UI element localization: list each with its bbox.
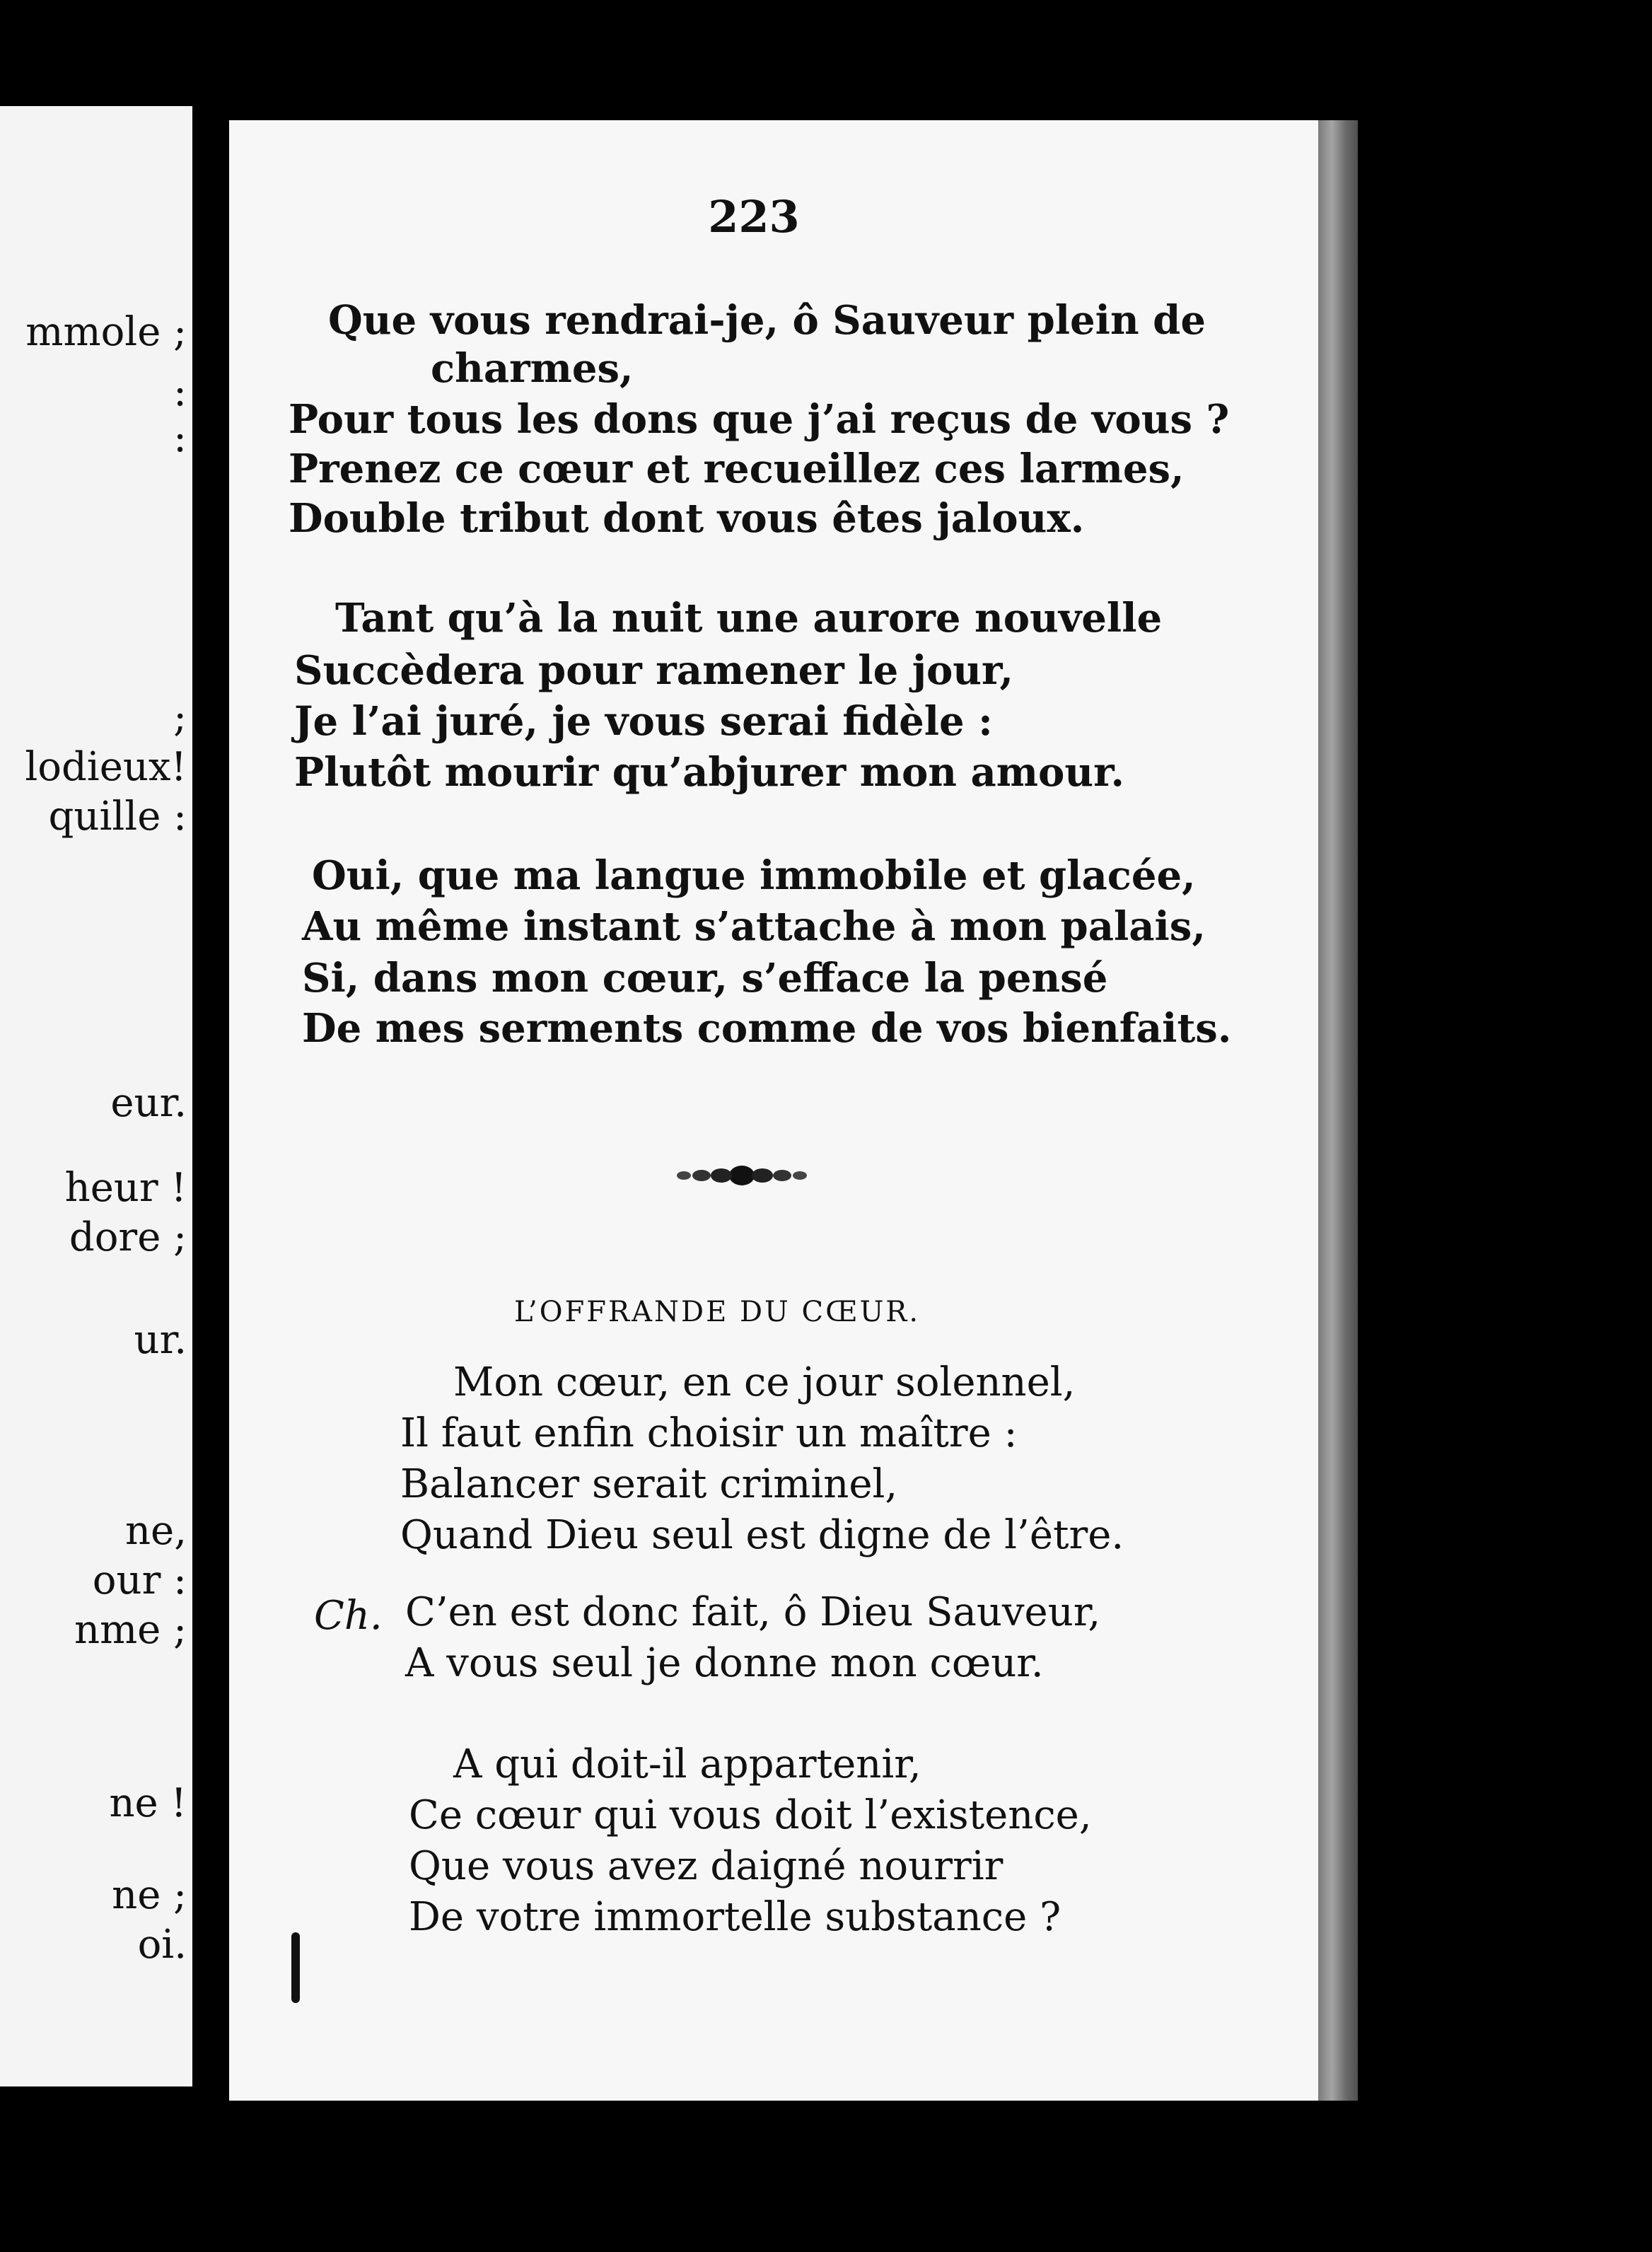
stanza-4-line-2: Il faut enfin choisir un maître :	[400, 1410, 1018, 1456]
page-number: 223	[708, 191, 800, 243]
left-page-fragment	[0, 106, 192, 2086]
stanza-1-line-3: Pour tous les dons que j’ai reçus de vous ?	[289, 396, 1230, 443]
left-line: :	[173, 369, 187, 415]
stanza-3-line-3: Si, dans mon cœur, s’efface la pensé	[302, 955, 1108, 1002]
stanza-1-line-4: Prenez ce cœur et recueillez ces larmes,	[289, 446, 1185, 492]
stanza-1-line-5: Double tribut dont vous êtes jaloux.	[289, 495, 1085, 542]
stanza-4-line-4: Quand Dieu seul est digne de l’être.	[400, 1512, 1124, 1558]
chorus-marker: Ch.	[314, 1593, 383, 1639]
stanza-4-line-3: Balancer serait criminel,	[400, 1461, 898, 1507]
ink-mark	[291, 1932, 300, 2003]
stanza-3-line-2: Au même instant s’attache à mon palais,	[302, 903, 1206, 950]
book-gutter	[192, 0, 229, 2252]
ornament-divider	[668, 1156, 816, 1195]
stanza-4-line-1: Mon cœur, en ce jour solennel,	[453, 1359, 1076, 1405]
stanza-2-line-3: Je l’ai juré, je vous serai fidèle :	[294, 698, 993, 745]
stanza-6-line-3: Que vous avez daigné nourrir	[409, 1843, 1004, 1889]
left-line: heur !	[64, 1165, 187, 1211]
stanza-6-line-2: Ce cœur qui vous doit l’existence,	[409, 1792, 1092, 1838]
left-line: ne ;	[112, 1872, 187, 1918]
left-line: eur.	[110, 1080, 187, 1126]
stanza-2-line-4: Plutôt mourir qu’abjurer mon amour.	[294, 749, 1124, 796]
left-line: :	[173, 415, 187, 461]
left-line: dore ;	[69, 1214, 187, 1260]
left-line: mmole ;	[25, 309, 187, 355]
left-line: ur.	[134, 1317, 187, 1363]
stanza-1-line-1: Que vous rendrai-je, ô Sauveur plein de	[328, 297, 1206, 344]
left-line: oi.	[137, 1922, 187, 1968]
stanza-2-line-1: Tant qu’à la nuit une aurore nouvelle	[335, 595, 1163, 642]
chorus-line-1: C’en est donc fait, ô Dieu Sauveur,	[405, 1589, 1101, 1635]
page-edge	[1318, 120, 1358, 2101]
stanza-6-line-4: De votre immortelle substance ?	[409, 1894, 1061, 1940]
left-line: nme ;	[74, 1607, 187, 1653]
stanza-2-line-2: Succèdera pour ramener le jour,	[294, 647, 1013, 694]
left-line: our :	[92, 1557, 187, 1603]
stanza-3-line-1: Oui, que ma langue immobile et glacée,	[312, 852, 1196, 899]
left-line: ;	[173, 695, 187, 741]
left-line: lodieux!	[25, 744, 187, 790]
section-title: L’OFFRANDE DU CŒUR.	[514, 1296, 921, 1328]
stanza-6-line-1: A qui doit-il appartenir,	[453, 1741, 921, 1787]
left-line: quille :	[48, 794, 187, 840]
right-page	[229, 120, 1318, 2101]
chorus-line-2: A vous seul je donne mon cœur.	[405, 1640, 1044, 1686]
stanza-3-line-4: De mes serments comme de vos bienfaits.	[302, 1005, 1232, 1052]
stanza-1-line-2: charmes,	[431, 345, 634, 392]
left-line: ne,	[124, 1508, 187, 1554]
left-line: ne !	[109, 1780, 187, 1826]
